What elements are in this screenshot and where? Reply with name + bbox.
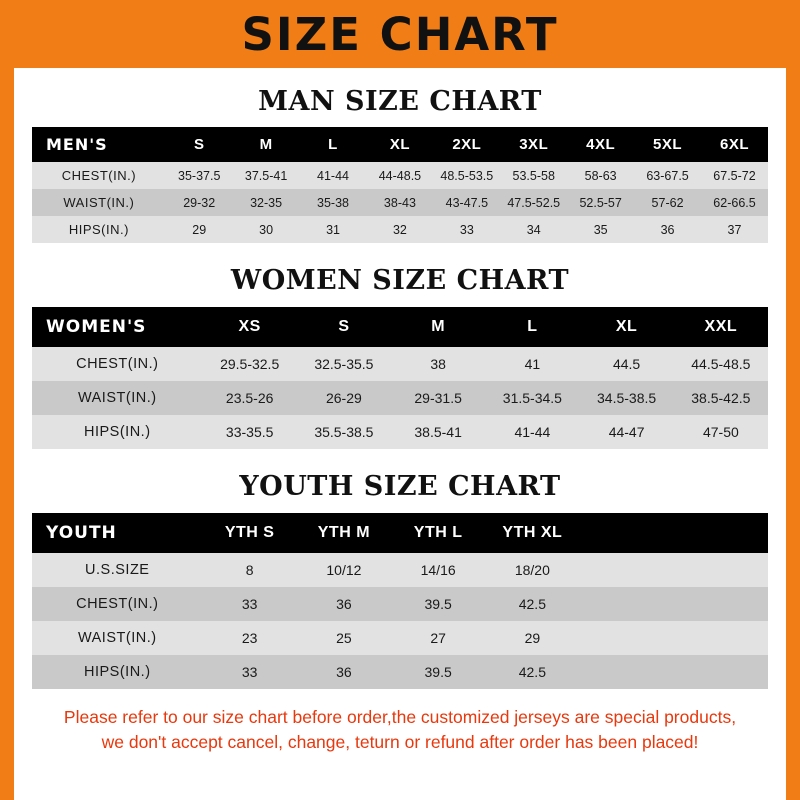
youth-cell-1-4 <box>579 587 673 621</box>
men-col-0: S <box>166 127 233 162</box>
women-cell-0-2: 38 <box>391 347 485 381</box>
men-cell-2-4: 33 <box>433 216 500 243</box>
men-cell-1-7: 57-62 <box>634 189 701 216</box>
women-row-label-1: WAIST(IN.) <box>32 381 203 415</box>
women-size-table <box>32 307 768 449</box>
men-cell-2-3: 32 <box>366 216 433 243</box>
youth-size-table <box>32 513 768 689</box>
table-header-row <box>32 307 768 347</box>
youth-cell-3-1: 36 <box>297 655 391 689</box>
youth-row-label-2: WAIST(IN.) <box>32 621 203 655</box>
men-row-head-label: MEN'S <box>32 127 166 162</box>
women-cell-1-3: 31.5-34.5 <box>485 381 579 415</box>
youth-table-head <box>32 513 768 553</box>
women-col-1: S <box>297 307 391 347</box>
men-row-label-2: HIPS(IN.) <box>32 216 166 243</box>
men-cell-0-5: 53.5-58 <box>500 162 567 189</box>
women-cell-2-0: 33-35.5 <box>203 415 297 449</box>
men-cell-0-4: 48.5-53.5 <box>433 162 500 189</box>
men-cell-0-6: 58-63 <box>567 162 634 189</box>
youth-cell-2-4 <box>579 621 673 655</box>
men-row-label-1: WAIST(IN.) <box>32 189 166 216</box>
women-cell-2-5: 47-50 <box>674 415 768 449</box>
youth-cell-0-3: 18/20 <box>485 553 579 587</box>
youth-col-3: YTH XL <box>485 513 579 553</box>
youth-col-0: YTH S <box>203 513 297 553</box>
table-row <box>32 216 768 243</box>
men-col-8: 6XL <box>701 127 768 162</box>
youth-cell-0-1: 10/12 <box>297 553 391 587</box>
youth-cell-3-3: 42.5 <box>485 655 579 689</box>
section-title-women: WOMEN SIZE CHART <box>230 265 570 296</box>
men-cell-0-3: 44-48.5 <box>366 162 433 189</box>
women-col-0: XS <box>203 307 297 347</box>
notice-text <box>32 705 768 756</box>
men-cell-1-8: 62-66.5 <box>701 189 768 216</box>
men-cell-2-6: 35 <box>567 216 634 243</box>
men-table-body <box>32 162 768 243</box>
youth-row-label-3: HIPS(IN.) <box>32 655 203 689</box>
notice-line-1: Please refer to our size chart before order,the customized jerseys are special products, <box>63 707 737 727</box>
women-cell-2-4: 44-47 <box>579 415 673 449</box>
youth-col-4 <box>579 513 673 553</box>
youth-col-5 <box>674 513 768 553</box>
women-row-head-label: WOMEN'S <box>32 307 203 347</box>
men-cell-2-1: 30 <box>233 216 300 243</box>
youth-cell-3-0: 33 <box>203 655 297 689</box>
women-row-label-2: HIPS(IN.) <box>32 415 203 449</box>
youth-cell-3-2: 39.5 <box>391 655 485 689</box>
table-header-row <box>32 127 768 162</box>
women-cell-2-3: 41-44 <box>485 415 579 449</box>
men-cell-1-2: 35-38 <box>300 189 367 216</box>
men-cell-0-0: 35-37.5 <box>166 162 233 189</box>
women-col-2: M <box>391 307 485 347</box>
women-table-head <box>32 307 768 347</box>
men-cell-0-8: 67.5-72 <box>701 162 768 189</box>
men-col-1: M <box>233 127 300 162</box>
youth-cell-2-2: 27 <box>391 621 485 655</box>
youth-cell-2-1: 25 <box>297 621 391 655</box>
section-title-men: MAN SIZE CHART <box>258 86 542 117</box>
men-size-table <box>32 127 768 243</box>
table-row <box>32 621 768 655</box>
table-header-row <box>32 513 768 553</box>
women-cell-1-0: 23.5-26 <box>203 381 297 415</box>
men-col-7: 5XL <box>634 127 701 162</box>
youth-cell-2-3: 29 <box>485 621 579 655</box>
women-col-4: XL <box>579 307 673 347</box>
banner <box>14 0 786 68</box>
youth-cell-3-5 <box>674 655 768 689</box>
women-cell-0-5: 44.5-48.5 <box>674 347 768 381</box>
youth-cell-0-4 <box>579 553 673 587</box>
men-table-head <box>32 127 768 162</box>
notice-line-2: we don't accept cancel, change, teturn or refund after order has been placed! <box>101 732 699 753</box>
youth-cell-1-1: 36 <box>297 587 391 621</box>
youth-cell-0-5 <box>674 553 768 587</box>
women-cell-2-2: 38.5-41 <box>391 415 485 449</box>
men-cell-1-5: 47.5-52.5 <box>500 189 567 216</box>
youth-row-label-0: U.S.SIZE <box>32 553 203 587</box>
youth-cell-1-0: 33 <box>203 587 297 621</box>
women-row-label-0: CHEST(IN.) <box>32 347 203 381</box>
women-cell-2-1: 35.5-38.5 <box>297 415 391 449</box>
youth-row-label-1: CHEST(IN.) <box>32 587 203 621</box>
men-cell-1-1: 32-35 <box>233 189 300 216</box>
youth-col-1: YTH M <box>297 513 391 553</box>
men-cell-1-6: 52.5-57 <box>567 189 634 216</box>
table-row <box>32 415 768 449</box>
table-row <box>32 347 768 381</box>
women-cell-0-3: 41 <box>485 347 579 381</box>
youth-cell-0-0: 8 <box>203 553 297 587</box>
youth-cell-1-3: 42.5 <box>485 587 579 621</box>
men-cell-0-1: 37.5-41 <box>233 162 300 189</box>
women-table-body <box>32 347 768 449</box>
youth-col-2: YTH L <box>391 513 485 553</box>
men-cell-2-0: 29 <box>166 216 233 243</box>
women-col-5: XXL <box>674 307 768 347</box>
men-col-4: 2XL <box>433 127 500 162</box>
men-cell-0-7: 63-67.5 <box>634 162 701 189</box>
men-cell-1-0: 29-32 <box>166 189 233 216</box>
table-row <box>32 655 768 689</box>
men-col-2: L <box>300 127 367 162</box>
table-row <box>32 189 768 216</box>
table-row <box>32 587 768 621</box>
youth-table-body <box>32 553 768 689</box>
youth-cell-2-5 <box>674 621 768 655</box>
youth-cell-0-2: 14/16 <box>391 553 485 587</box>
youth-cell-1-2: 39.5 <box>391 587 485 621</box>
table-row <box>32 553 768 587</box>
women-cell-0-4: 44.5 <box>579 347 673 381</box>
table-row <box>32 162 768 189</box>
men-cell-2-8: 37 <box>701 216 768 243</box>
men-row-label-0: CHEST(IN.) <box>32 162 166 189</box>
men-cell-2-2: 31 <box>300 216 367 243</box>
men-col-6: 4XL <box>567 127 634 162</box>
table-row <box>32 381 768 415</box>
youth-row-head-label: YOUTH <box>32 513 203 553</box>
men-cell-1-4: 43-47.5 <box>433 189 500 216</box>
page-title: SIZE CHART <box>241 7 559 61</box>
women-cell-1-1: 26-29 <box>297 381 391 415</box>
women-col-3: L <box>485 307 579 347</box>
women-cell-1-4: 34.5-38.5 <box>579 381 673 415</box>
section-title-youth: YOUTH SIZE CHART <box>239 471 561 502</box>
women-cell-1-2: 29-31.5 <box>391 381 485 415</box>
women-cell-0-0: 29.5-32.5 <box>203 347 297 381</box>
women-cell-0-1: 32.5-35.5 <box>297 347 391 381</box>
women-cell-1-5: 38.5-42.5 <box>674 381 768 415</box>
content <box>14 68 786 800</box>
men-cell-2-5: 34 <box>500 216 567 243</box>
men-cell-0-2: 41-44 <box>300 162 367 189</box>
men-cell-1-3: 38-43 <box>366 189 433 216</box>
youth-cell-1-5 <box>674 587 768 621</box>
youth-cell-3-4 <box>579 655 673 689</box>
men-cell-2-7: 36 <box>634 216 701 243</box>
men-col-3: XL <box>366 127 433 162</box>
youth-cell-2-0: 23 <box>203 621 297 655</box>
men-col-5: 3XL <box>500 127 567 162</box>
